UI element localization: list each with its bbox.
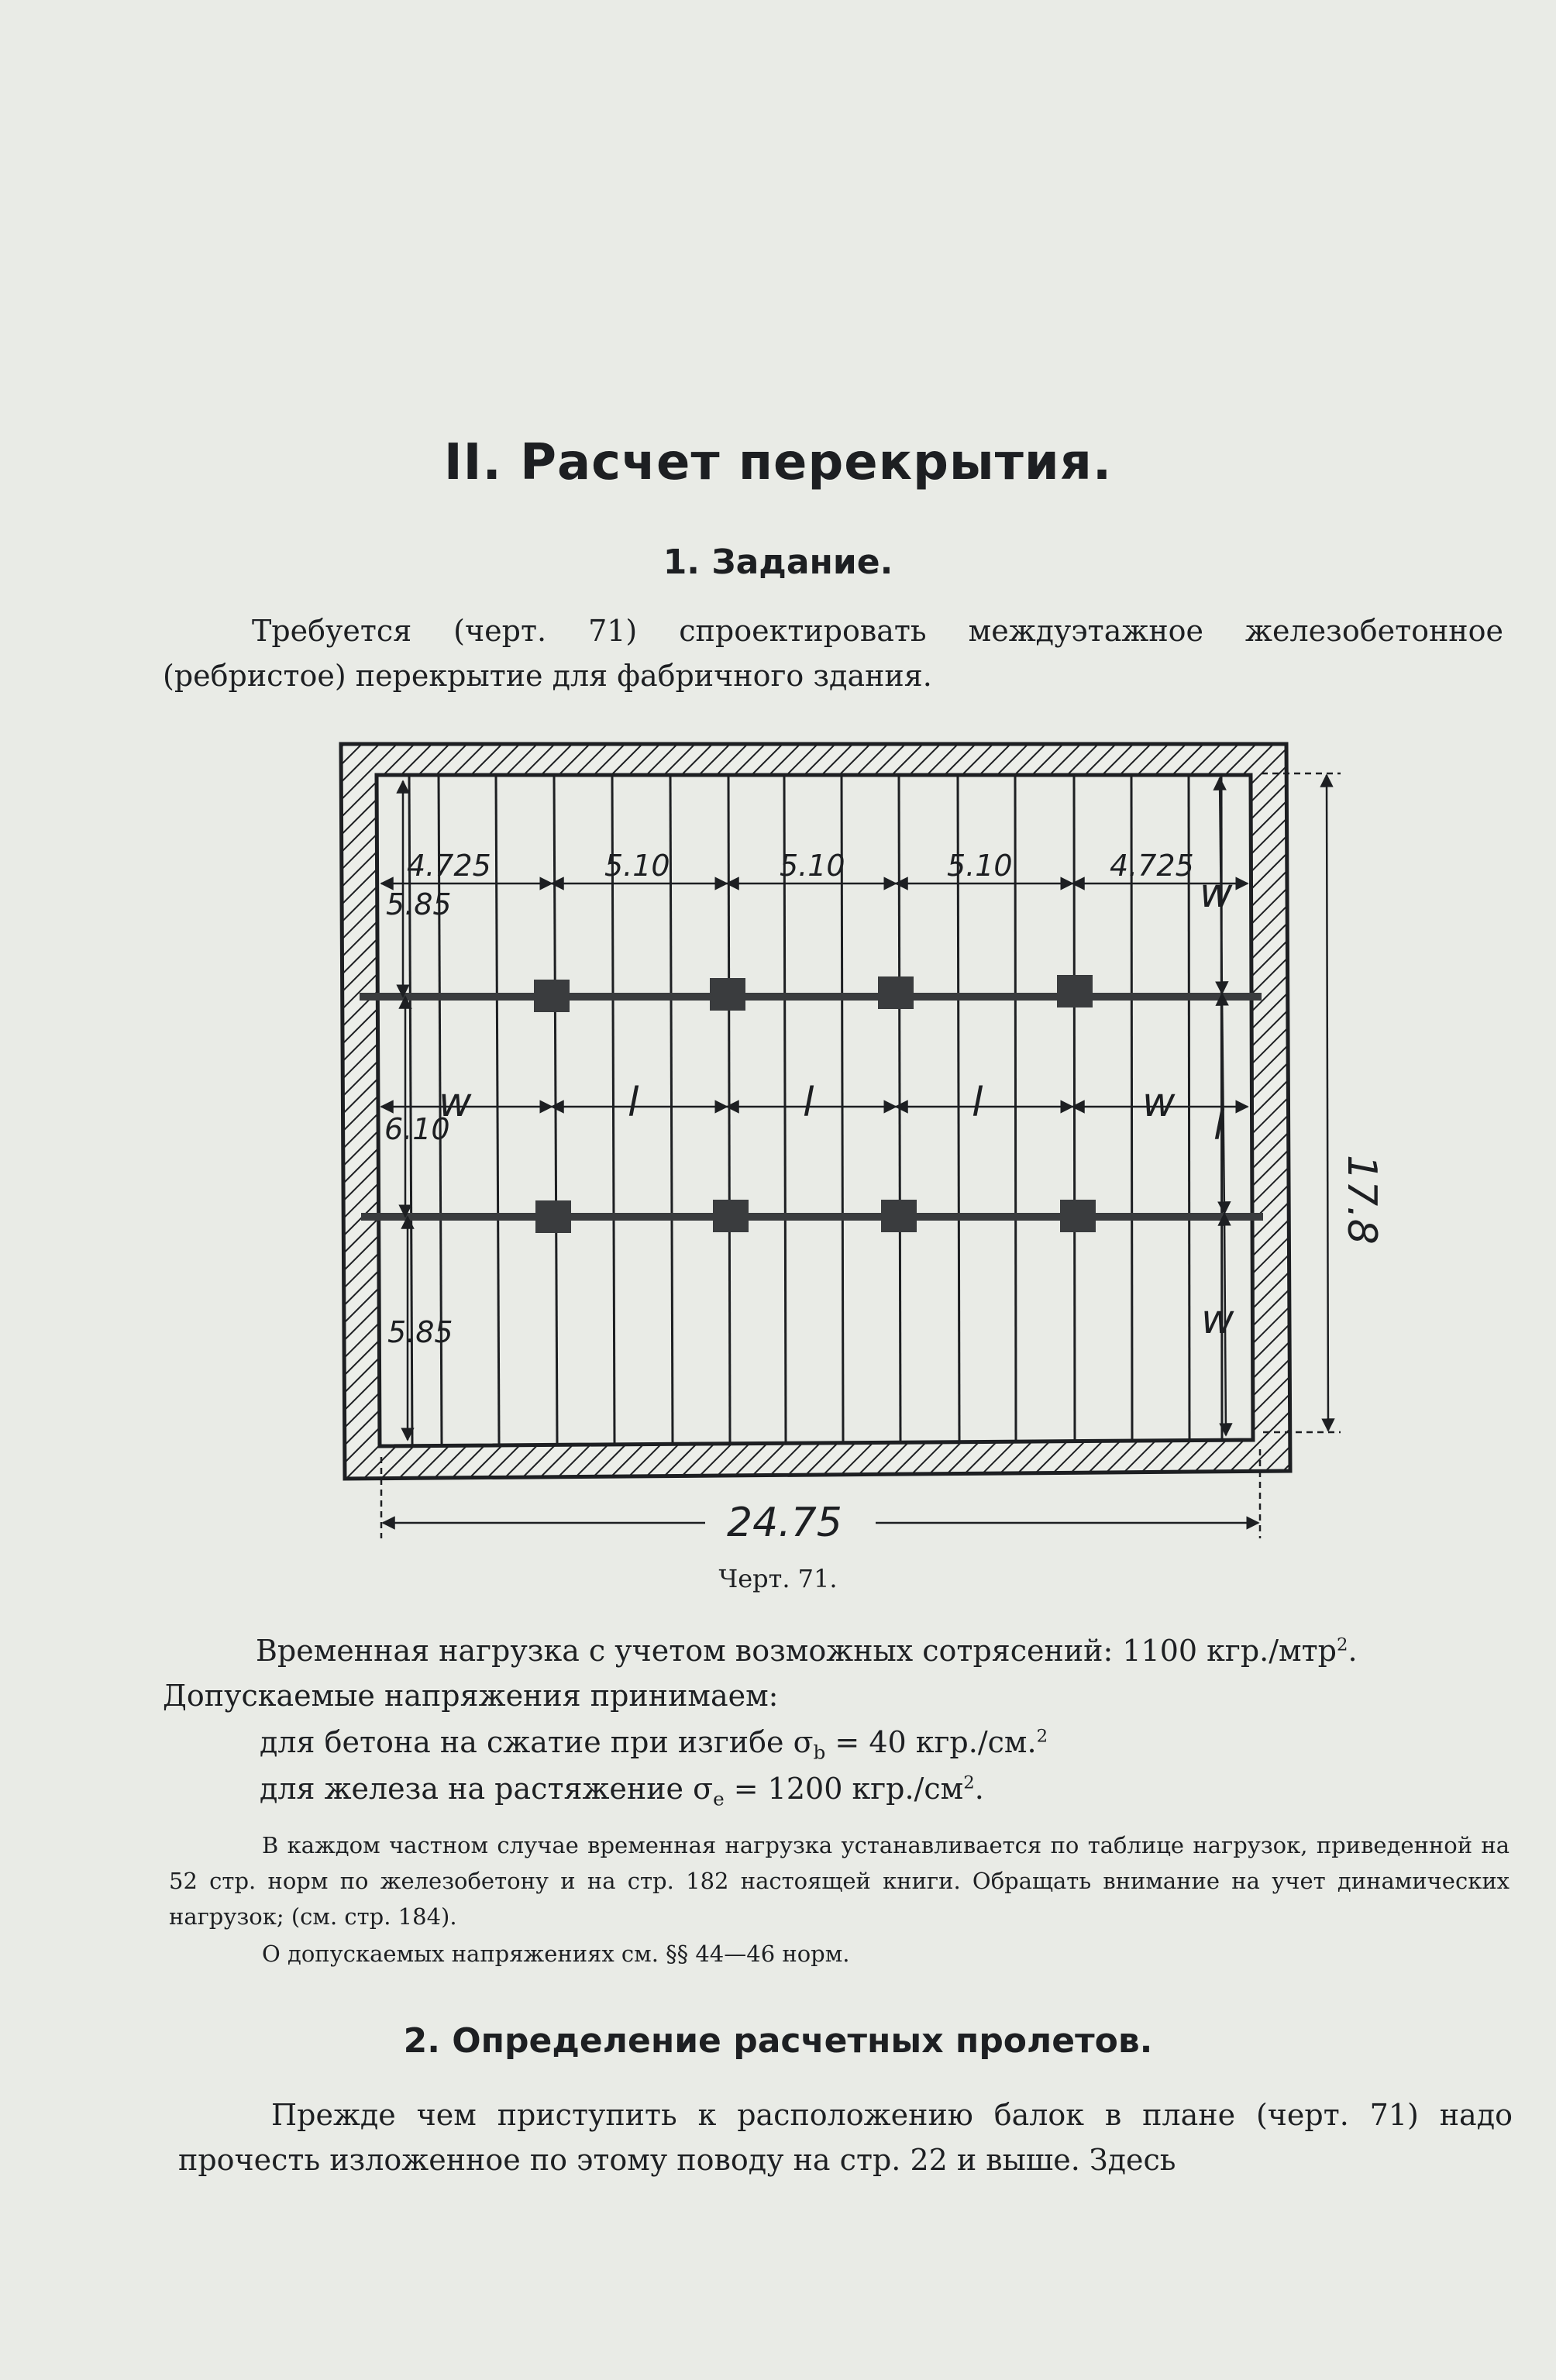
dim-left-bot: 5.85 — [387, 1315, 453, 1349]
sym-l-2: l — [803, 1080, 814, 1126]
dim-left-top: 5.85 — [386, 887, 452, 921]
dim-s1: 5.10 — [604, 849, 670, 883]
concrete-stress-line: для бетона на сжатие при изгибе $\sigma_b = 40$ кгр./см.$^2$ — [260, 1725, 1048, 1764]
figure-caption: Черт. 71. — [718, 1564, 838, 1593]
allowed-stresses-line: Допускаемые напряжения принимаем: — [163, 1679, 779, 1713]
dim-s3: 5.10 — [947, 849, 1013, 883]
section-2-paragraph: Прежде чем приступить к расположению балок в плане (черт. 71) надо прочесть изложенное по этому поводу на стр. 22 и выше. Здесь — [178, 2098, 1513, 2177]
intro-paragraph: Требуется (черт. 71) спроектировать междуэтажное железобетонное (ребристое) перекрытие для фабричного здания. — [163, 614, 1503, 693]
sym-w-right-bot: w — [1201, 1297, 1234, 1343]
section-1-title: 1. Задание. — [663, 542, 893, 582]
dim-total-height: 17.8 — [1338, 1155, 1385, 1245]
chapter-title: II. Расчет перекрытия. — [443, 434, 1113, 491]
dim-s2: 5.10 — [780, 849, 845, 883]
sym-w-right: w — [1142, 1080, 1176, 1126]
dim-left-mid: 6.10 — [384, 1112, 450, 1146]
temp-load-line: Временная нагрузка с учетом возможных сотрясений: 1100 кгр./мтр$^2$. — [256, 1634, 1358, 1668]
sym-w-right-top: w — [1200, 870, 1233, 917]
sym-l-1: l — [628, 1080, 639, 1126]
columns — [534, 975, 1096, 1233]
dim-w2: 4.725 — [1110, 849, 1194, 883]
dim-w1: 4.725 — [407, 849, 491, 883]
sym-l-right-mid: l — [1213, 1103, 1225, 1149]
dim-total-width: 24.75 — [727, 1500, 842, 1546]
section-2-title: 2. Определение расчетных пролетов. — [403, 2021, 1153, 2061]
sym-w-left: w — [439, 1080, 472, 1126]
footnote-stresses: О допускаемых напряжениях см. §§ 44—46 норм. — [262, 1941, 850, 1967]
iron-stress-line: для железа на растяжение $\sigma_e = 1200$ $кгр./см^2$. — [260, 1772, 984, 1810]
sym-l-3: l — [972, 1080, 983, 1126]
footnote-loads: В каждом частном случае временная нагрузка устанавливается по таблице нагрузок, приведенной на 52 стр. норм по железобетону и на стр. 182 настоящей книги. Обращать внимание на учет динамических нагрузок; (см. стр. 184). — [169, 1832, 1510, 1930]
